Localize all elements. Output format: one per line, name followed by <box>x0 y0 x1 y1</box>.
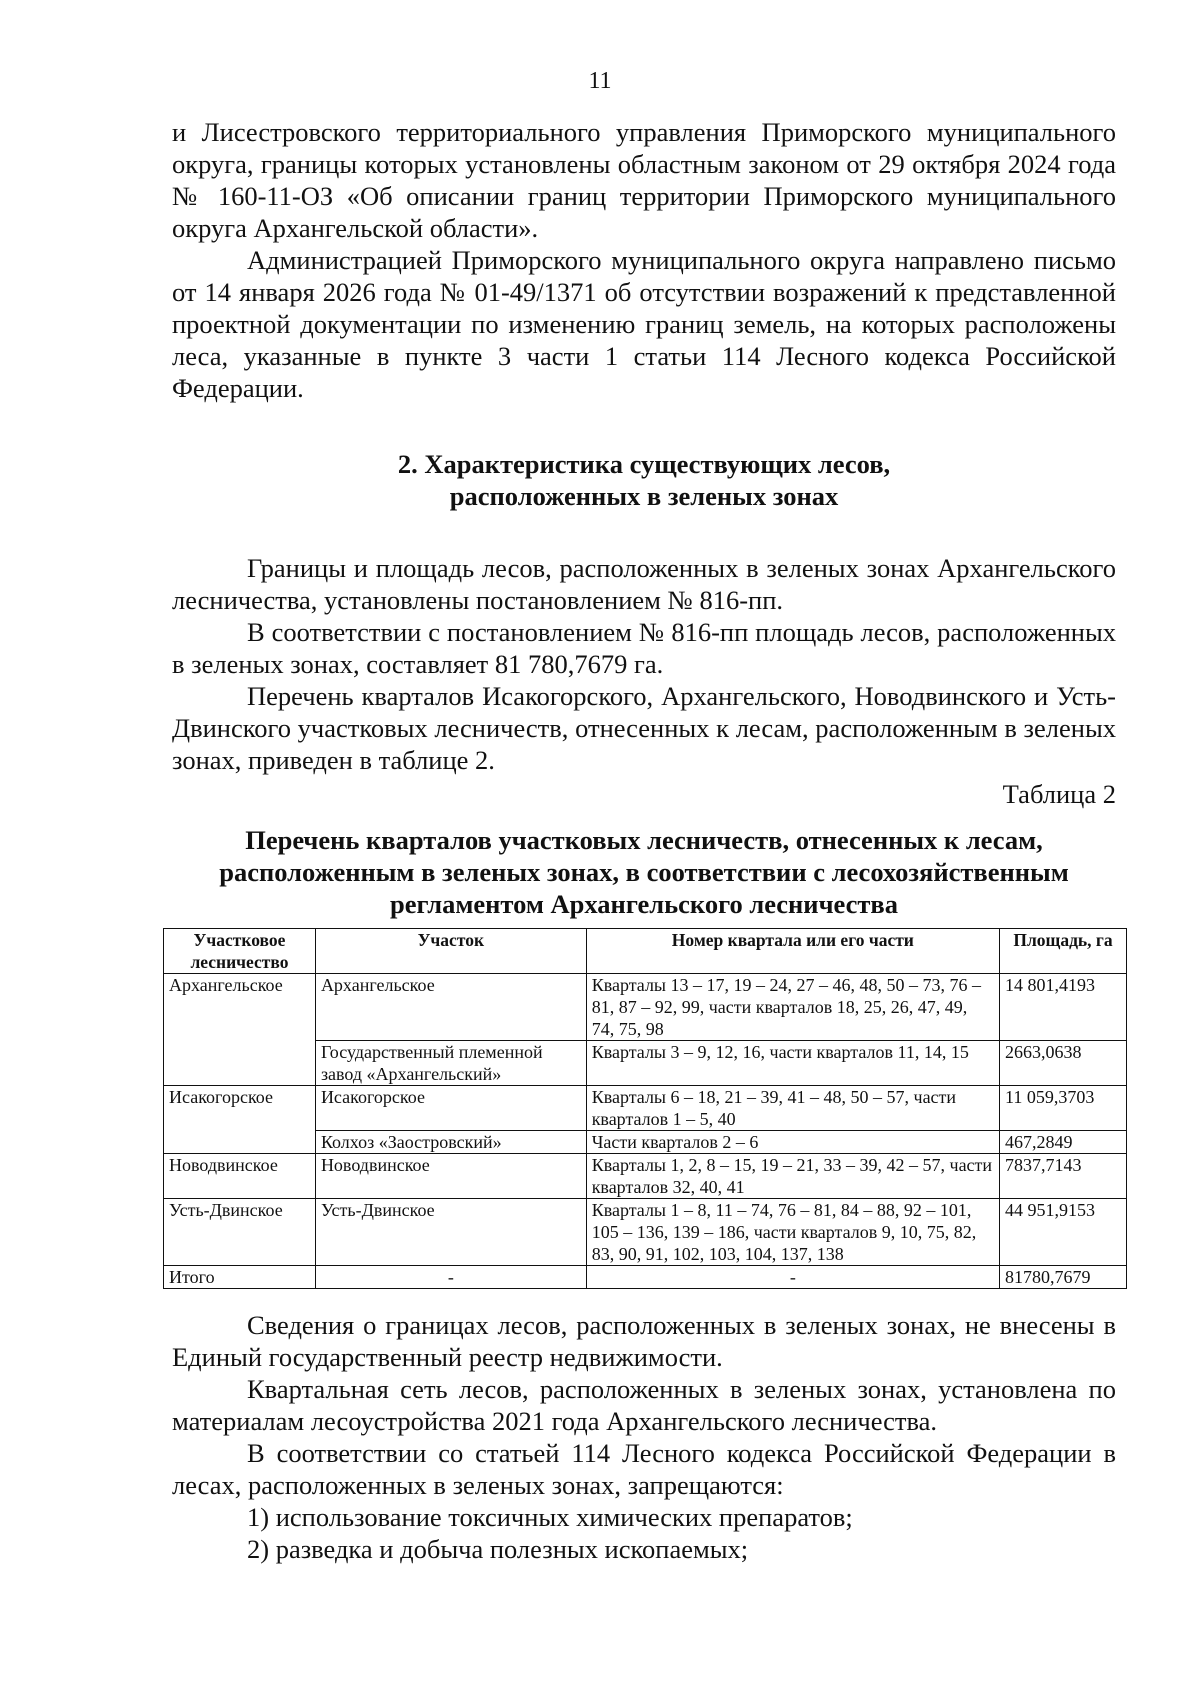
section-heading-line: расположенных в зеленых зонах <box>449 481 839 511</box>
header-forestry: Участковое лесничество <box>164 929 316 974</box>
cell-quarters: Кварталы 1, 2, 8 – 15, 19 – 21, 33 – 39, 42 – 57, части кварталов 32, 40, 41 <box>586 1154 999 1199</box>
paragraph: Квартальная сеть лесов, расположенных в зеленых зонах, установлена по материалам лесоустройства 2021 года Архангельского лесничества. <box>172 1374 1116 1436</box>
table-title-line: расположенным в зеленых зонах, в соответствии с лесохозяйственным <box>219 857 1069 887</box>
paragraph: Перечень кварталов Исакогорского, Архангельского, Новодвинского и Усть-Двинского участковых лесничеств, отнесенных к лесам, расположенным в зеленых зонах, приведен в таблице 2. <box>172 681 1116 775</box>
cell-forestry <box>164 1041 316 1086</box>
table-row <box>164 1041 1127 1086</box>
paragraph: Администрацией Приморского муниципального округа направлено письмо от 14 января 2026 года № 01-49/1371 об отсутствии возражений к представленной проектной документации по изменению границ земель, на которых расположены леса, указанные в пункте 3 части 1 статьи 114 Лесного кодекса Российской Федерации. <box>172 245 1116 403</box>
table-label: Таблица 2 <box>1002 779 1116 809</box>
paragraph: и Лисестровского территориального управления Приморского муниципального округа, границы которых установлены областным законом от 29 октября 2024 года № 160-11-ОЗ «Об описании границ территории Приморского муниципального округа Архангельской области». <box>172 117 1116 243</box>
cell-site: Исакогорское <box>315 1086 586 1131</box>
cell-area: 467,2849 <box>1000 1131 1127 1154</box>
header-quarters: Номер квартала или его части <box>586 929 999 974</box>
cell-area: 7837,7143 <box>1000 1154 1127 1199</box>
cell-area: 2663,0638 <box>1000 1041 1127 1086</box>
section-heading-line: 2. Характеристика существующих лесов, <box>397 449 891 479</box>
cell-forestry: Усть-Двинское <box>164 1199 316 1266</box>
cell-site: Государственный племенной завод «Архангельский» <box>315 1041 586 1086</box>
cell-site: Колхоз «Заостровский» <box>315 1131 586 1154</box>
section-heading <box>172 448 1116 512</box>
cell-site: Архангельское <box>315 974 586 1041</box>
document-body <box>169 116 1116 1565</box>
paragraph: В соответствии со статьей 114 Лесного кодекса Российской Федерации в лесах, расположенных в зеленых зонах, запрещаются: <box>172 1438 1116 1500</box>
cell-forestry: Исакогорское <box>164 1086 316 1131</box>
cell-site: Усть-Двинское <box>315 1199 586 1266</box>
header-area: Площадь, га <box>1000 929 1127 974</box>
cell-total-quarters: - <box>586 1266 999 1289</box>
cell-area: 11 059,3703 <box>1000 1086 1127 1131</box>
paragraph: Границы и площадь лесов, расположенных в зеленых зонах Архангельского лесничества, установлены постановлением № 816-пп. <box>172 553 1116 615</box>
cell-site: Новодвинское <box>315 1154 586 1199</box>
page-number: 11 <box>588 68 612 94</box>
table-row <box>164 974 1127 1041</box>
quarters-table <box>163 928 1127 1289</box>
cell-area: 14 801,4193 <box>1000 974 1127 1041</box>
cell-quarters: Кварталы 1 – 8, 11 – 74, 76 – 81, 84 – 88, 92 – 101, 105 – 136, 139 – 186, части кварталов 9, 10, 75, 82, 83, 90, 91, 102, 103, 104, 137, 138 <box>586 1199 999 1266</box>
list-item: 2) разведка и добыча полезных ископаемых; <box>247 1534 749 1564</box>
cell-quarters: Кварталы 13 – 17, 19 – 24, 27 – 46, 48, 50 – 73, 76 – 81, 87 – 92, 99, части кварталов 18, 25, 26, 47, 49, 74, 75, 98 <box>586 974 999 1041</box>
header-site: Участок <box>315 929 586 974</box>
cell-forestry <box>164 1131 316 1154</box>
cell-forestry: Новодвинское <box>164 1154 316 1199</box>
paragraph: В соответствии с постановлением № 816-пп площадь лесов, расположенных в зеленых зонах, составляет 81 780,7679 га. <box>172 617 1116 679</box>
cell-quarters: Кварталы 3 – 9, 12, 16, части кварталов 11, 14, 15 <box>586 1041 999 1086</box>
cell-forestry: Архангельское <box>164 974 316 1041</box>
cell-total-area: 81780,7679 <box>1000 1266 1127 1289</box>
cell-area: 44 951,9153 <box>1000 1199 1127 1266</box>
cell-quarters: Кварталы 6 – 18, 21 – 39, 41 – 48, 50 – 57, части кварталов 1 – 5, 40 <box>586 1086 999 1131</box>
table-title-line: регламентом Архангельского лесничества <box>390 889 898 919</box>
table-header-row <box>164 929 1127 974</box>
cell-total-label: Итого <box>164 1266 316 1289</box>
table-row <box>164 1199 1127 1266</box>
table-row <box>164 1154 1127 1199</box>
paragraph: Сведения о границах лесов, расположенных в зеленых зонах, не внесены в Единый государственный реестр недвижимости. <box>172 1310 1116 1372</box>
list-item: 1) использование токсичных химических препаратов; <box>247 1502 853 1532</box>
table-row <box>164 1086 1127 1131</box>
table-row <box>164 1131 1127 1154</box>
cell-total-site: - <box>315 1266 586 1289</box>
cell-quarters: Части кварталов 2 – 6 <box>586 1131 999 1154</box>
table-title-line: Перечень кварталов участковых лесничеств, отнесенных к лесам, <box>245 825 1043 855</box>
table-title <box>152 824 1136 920</box>
table-total-row <box>164 1266 1127 1289</box>
